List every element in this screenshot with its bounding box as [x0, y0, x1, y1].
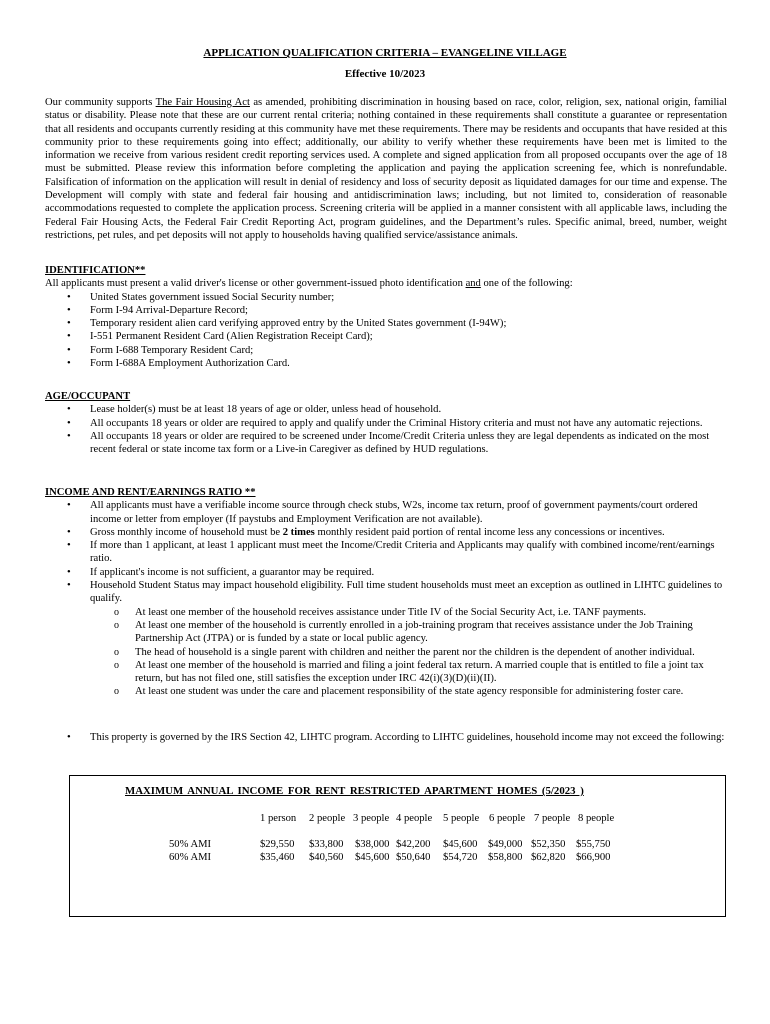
lihtc-section: [45, 731, 727, 744]
identification-lead-a: All applicants must present a valid driver's license or other government-issued photo identification: [45, 278, 466, 290]
effective-date: Effective 10/2023: [344, 68, 426, 80]
column-header: 1 person: [260, 813, 297, 824]
list-item: • This property is governed by the IRS Section 42, LIHTC program. According to LIHTC guidelines, household income may not exceed the following:: [45, 731, 727, 744]
table-cell: $50,640: [396, 852, 431, 863]
sub-list-item: o At least one member of the household is currently enrolled in a job-training program that receives assistance under the Job Training Partnership Act (JTPA) or is funded by a state or local public agency.: [90, 619, 727, 646]
identification-lead-b: one of the following:: [480, 278, 573, 290]
table-cell: $45,600: [355, 852, 390, 863]
table-cell: $45,600: [443, 839, 478, 850]
intro-paragraph: [45, 96, 727, 242]
document-title: APPLICATION QUALIFICATION CRITERIA – EVANGELINE VILLAGE: [203, 47, 567, 59]
age-occupant-section: [45, 390, 727, 456]
student-status-text: • Household Student Status may impact household eligibility. Full time student households must meet an exception as outlined in LIHTC guidelines to qualify.: [90, 580, 723, 605]
table-cell: $33,800: [309, 839, 344, 850]
fair-housing-act-link: The Fair Housing Act: [155, 97, 250, 108]
row-label: 50% AMI: [169, 839, 212, 850]
age-occupant-heading: AGE/OCCUPANT: [45, 391, 131, 402]
sub-list-item: o At least one member of the household is married and filing a joint federal tax return. A married couple that is entitled to file a joint tax return, but has not filed one, still satisfies the exception under IRC 42(i)(3)(D)(ii)(II).: [90, 659, 727, 686]
table-cell: $52,350: [531, 839, 566, 850]
identification-lead: [45, 277, 727, 290]
income-ratio-text-b: monthly resident paid portion of rental income less any concessions or incentives.: [314, 526, 665, 538]
income-section: [45, 486, 727, 699]
identification-section: [45, 264, 727, 370]
list-item: • Temporary resident alien card verifying approved entry by the United States government (I-94W);: [45, 317, 727, 330]
table-cell: $29,550: [260, 839, 295, 850]
table-cell: $40,560: [309, 852, 344, 863]
list-item: • United States government issued Social Security number;: [45, 291, 727, 304]
table-cell: $58,800: [488, 852, 523, 863]
column-header: 4 people: [396, 813, 433, 824]
list-item: • Form I-688A Employment Authorization Card.: [45, 357, 727, 370]
row-label: 60% AMI: [169, 852, 212, 863]
sub-list-item: o At least one student was under the care and placement responsibility of the state agency responsible for administering foster care.: [90, 685, 727, 698]
intro-text: as amended, prohibiting discrimination in housing based on race, color, religion, sex, national origin, familial status or disability. Please note that these are our current rental criteria; nothing contained in these requirements shall constitute a guarantee or representation that all residents and occupants currently residing at this community have met these requirements. There may be residents and occupants that have resided at this community prior to these requirements going into effect; additionally, our ability to verify whether these requirements have been met is limited to the information we receive from various resident credit reporting services used. A complete and signed application from all proposed occupants over the age of 18 must be submitted. Please review this information before completing the application and paying the application screening fee, which is nonrefundable. Falsification of information on the application will result in denial of residency and loss of security deposit as liquidated damages for our time and expense. The Development will comply with state and federal fair housing and antidiscrimination laws; including, but not limited to, consideration of reasonable accommodations requested to complete the application process. Screening criteria will be applied in a manner consistent with all applicable laws, including the Federal Fair Housing Acts, the Federal Fair Credit Reporting Act, program guidelines, and the Department’s rules. Specific animal, breed, number, weight restrictions, pet rules, and pet deposits will not apply to households having qualified service/assistance animals.: [45, 97, 728, 241]
lihtc-list: [45, 731, 727, 744]
student-exceptions-list: [90, 606, 727, 699]
table-cell: $38,000: [355, 839, 390, 850]
list-item: • All applicants must have a verifiable income source through check stubs, W2s, income tax return, proof of government payments/court ordered income or letter from employer (If paystubs and Employment Verification are not available).: [45, 499, 727, 526]
income-list: [45, 499, 727, 698]
list-item: • If applicant's income is not sufficient, a guarantor may be required.: [45, 566, 727, 579]
identification-lead-and: and: [465, 278, 481, 290]
column-header: 2 people: [309, 813, 346, 824]
intro-prefix: Our community supports: [45, 97, 156, 108]
list-item: • Form I-94 Arrival-Departure Record;: [45, 304, 727, 317]
table-cell: $35,460: [260, 852, 295, 863]
list-item: [45, 579, 727, 699]
income-ratio-bold: 2 times: [282, 526, 315, 538]
identification-heading: IDENTIFICATION**: [45, 265, 146, 276]
list-item: • If more than 1 applicant, at least 1 applicant must meet the Income/Credit Criteria and Applicants may qualify with combined income/rent/earnings ratio.: [45, 539, 727, 566]
table-cell: $42,200: [396, 839, 431, 850]
column-header: 7 people: [534, 813, 571, 824]
sub-list-item: o At least one member of the household receives assistance under Title IV of the Social Security Act, i.e. TANF payments.: [90, 606, 727, 619]
age-occupant-list: [45, 403, 727, 456]
list-item: • Form I-688 Temporary Resident Card;: [45, 344, 727, 357]
table-cell: $54,720: [443, 852, 478, 863]
income-heading: INCOME AND RENT/EARNINGS RATIO **: [45, 487, 256, 498]
income-table-title: MAXIMUM ANNUAL INCOME FOR RENT RESTRICTED APARTMENT HOMES (5/2023 ): [125, 785, 584, 797]
income-ratio-text-a: Gross monthly income of household must be: [90, 526, 283, 538]
column-header: 3 people: [353, 813, 390, 824]
list-item: [45, 526, 727, 539]
column-header: 5 people: [443, 813, 480, 824]
identification-list: [45, 291, 727, 371]
column-header: 8 people: [578, 813, 615, 824]
column-header: 6 people: [489, 813, 526, 824]
income-limits-table: [69, 775, 726, 917]
list-item: • Lease holder(s) must be at least 18 years of age or older, unless head of household.: [45, 403, 727, 416]
table-cell: $62,820: [531, 852, 566, 863]
table-cell: $55,750: [576, 839, 611, 850]
sub-list-item: o The head of household is a single parent with children and neither the parent nor the children is the dependent of another individual.: [90, 646, 727, 659]
table-cell: $66,900: [576, 852, 611, 863]
table-cell: $49,000: [488, 839, 523, 850]
list-item: • All occupants 18 years or older are required to apply and qualify under the Criminal History criteria and must not have any automatic rejections.: [45, 417, 727, 430]
list-item: • All occupants 18 years or older are required to be screened under Income/Credit Criteria unless they are legal dependents as indicated on the most recent federal or state income tax form or a Live-in Caregiver as defined by HUD regulations.: [45, 430, 727, 457]
list-item: • I-551 Permanent Resident Card (Alien Registration Receipt Card);: [45, 330, 727, 343]
